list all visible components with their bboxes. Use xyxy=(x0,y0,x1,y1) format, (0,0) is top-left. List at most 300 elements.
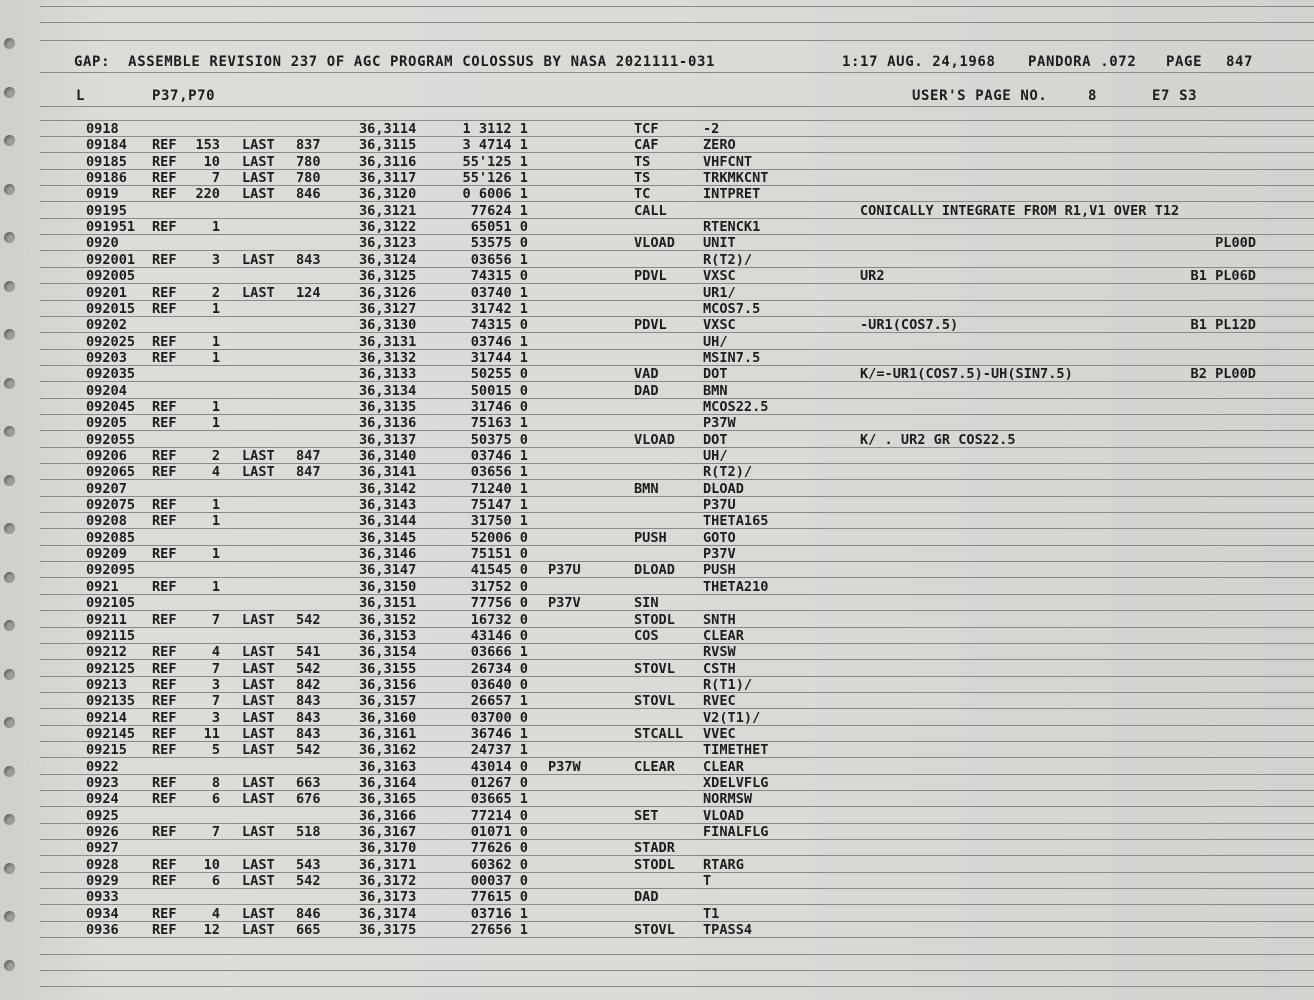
octal-code: 43014 0 xyxy=(470,758,528,775)
ref-count: 7 xyxy=(211,170,220,187)
feed-hole xyxy=(4,960,15,971)
ref-label: REF xyxy=(152,676,177,693)
listing-row xyxy=(0,726,1314,742)
last-label: LAST xyxy=(242,693,275,710)
ref-label: REF xyxy=(152,546,177,563)
operand: DOT xyxy=(703,431,728,448)
ref-count: 3 xyxy=(211,676,220,693)
line-number: 092145 xyxy=(86,725,136,742)
listing-row xyxy=(0,808,1314,824)
section-tag: E7 S3 xyxy=(1152,88,1198,104)
memory-address: 36,3172 xyxy=(359,873,417,890)
operand: P37U xyxy=(703,497,736,514)
listing-row xyxy=(0,464,1314,480)
memory-address: 36,3173 xyxy=(359,889,417,906)
opcode: VLOAD xyxy=(634,235,675,252)
page-label: PAGE xyxy=(1166,54,1203,70)
ref-count: 11 xyxy=(203,725,220,742)
memory-address: 36,3136 xyxy=(359,415,417,432)
memory-address: 36,3165 xyxy=(359,791,417,808)
ref-label: REF xyxy=(152,824,177,841)
listing-row xyxy=(0,350,1314,366)
last-page: 780 xyxy=(296,153,321,170)
ref-label: REF xyxy=(152,415,177,432)
last-page: 663 xyxy=(296,775,321,791)
line-number: 092135 xyxy=(86,693,136,710)
last-page: 847 xyxy=(296,464,321,481)
operand: VLOAD xyxy=(703,807,744,824)
listing-row xyxy=(0,612,1314,628)
operand: P37W xyxy=(703,415,736,432)
last-page: 780 xyxy=(296,170,321,187)
line-number: 092025 xyxy=(86,333,136,350)
listing-row xyxy=(0,170,1314,186)
memory-address: 36,3147 xyxy=(359,562,417,579)
octal-code: 74315 0 xyxy=(470,268,528,285)
line-number: 0919 xyxy=(86,186,119,203)
listing-row xyxy=(0,334,1314,350)
octal-code: 55'126 1 xyxy=(462,170,528,187)
opcode: DAD xyxy=(634,889,659,906)
ref-label: REF xyxy=(152,873,177,890)
ref-label: REF xyxy=(152,398,177,415)
listing-row xyxy=(0,661,1314,677)
line-number: 09215 xyxy=(86,742,127,759)
ref-count: 3 xyxy=(211,709,220,726)
octal-code: 03716 1 xyxy=(470,905,528,922)
line-number: 092015 xyxy=(86,300,136,317)
memory-address: 36,3161 xyxy=(359,725,417,742)
opcode: VAD xyxy=(634,366,659,383)
octal-code: 01267 0 xyxy=(470,775,528,791)
line-number: 0926 xyxy=(86,824,119,841)
last-page: 542 xyxy=(296,742,321,759)
line-number: 0929 xyxy=(86,873,119,890)
line-number: 091951 xyxy=(86,219,136,236)
ruled-line xyxy=(40,986,1314,987)
listing-row xyxy=(0,121,1314,137)
line-number: 09204 xyxy=(86,382,127,399)
memory-address: 36,3163 xyxy=(359,758,417,775)
listing-title: GAP: ASSEMBLE REVISION 237 OF AGC PROGRAM COLOSSUS BY NASA 2021111-031 xyxy=(74,54,716,70)
operand: VHFCNT xyxy=(703,153,753,170)
octal-code: 26734 0 xyxy=(470,660,528,677)
memory-address: 36,3132 xyxy=(359,349,417,366)
memory-address: 36,3133 xyxy=(359,366,417,383)
opcode: TCF xyxy=(634,121,659,137)
operand: T1 xyxy=(703,905,720,922)
ref-label: REF xyxy=(152,448,177,464)
octal-code: 27656 1 xyxy=(470,922,528,939)
users-page-label: USER'S PAGE NO. xyxy=(912,88,1048,104)
operand: RTENCK1 xyxy=(703,219,761,236)
memory-address: 36,3114 xyxy=(359,121,417,137)
octal-code: 26657 1 xyxy=(470,693,528,710)
operand: THETA210 xyxy=(703,578,769,595)
memory-address: 36,3164 xyxy=(359,775,417,791)
last-label: LAST xyxy=(242,725,275,742)
operand: T xyxy=(703,873,712,890)
memory-address: 36,3152 xyxy=(359,611,417,628)
last-page: 543 xyxy=(296,856,321,873)
octal-code: 71240 1 xyxy=(470,480,528,497)
last-page: 665 xyxy=(296,922,321,939)
operand: CLEAR xyxy=(703,758,744,775)
last-label: LAST xyxy=(242,186,275,203)
operand: VXSC xyxy=(703,317,736,334)
operand: UH/ xyxy=(703,333,728,350)
memory-address: 36,3123 xyxy=(359,235,417,252)
operand: MSIN7.5 xyxy=(703,349,761,366)
listing-row xyxy=(0,448,1314,464)
listing-row xyxy=(0,383,1314,399)
line-number: 09208 xyxy=(86,513,127,530)
ref-count: 8 xyxy=(211,775,220,791)
opcode: CLEAR xyxy=(634,758,675,775)
ref-label: REF xyxy=(152,775,177,791)
last-page: 846 xyxy=(296,186,321,203)
octal-code: 03640 0 xyxy=(470,676,528,693)
octal-code: 50255 0 xyxy=(470,366,528,383)
operand: ZERO xyxy=(703,137,736,154)
octal-code: 03746 1 xyxy=(470,448,528,464)
listing-row xyxy=(0,759,1314,775)
line-number: 0918 xyxy=(86,121,119,137)
register-note: B2 PL00D xyxy=(1190,366,1256,383)
memory-address: 36,3171 xyxy=(359,856,417,873)
opcode: TC xyxy=(634,186,651,203)
ref-label: REF xyxy=(152,742,177,759)
feed-hole xyxy=(4,87,15,98)
memory-address: 36,3131 xyxy=(359,333,417,350)
listing-row xyxy=(0,203,1314,219)
ref-count: 4 xyxy=(211,905,220,922)
line-number: 0923 xyxy=(86,775,119,791)
feed-hole xyxy=(4,38,15,49)
ref-count: 220 xyxy=(195,186,220,203)
last-label: LAST xyxy=(242,775,275,791)
memory-address: 36,3134 xyxy=(359,382,417,399)
octal-code: 75163 1 xyxy=(470,415,528,432)
listing-row xyxy=(0,579,1314,595)
operand: XDELVFLG xyxy=(703,775,769,791)
operand: THETA165 xyxy=(703,513,769,530)
octal-code: 50015 0 xyxy=(470,382,528,399)
listing-row xyxy=(0,235,1314,251)
memory-address: 36,3124 xyxy=(359,251,417,268)
line-number: 0925 xyxy=(86,807,119,824)
ref-count: 2 xyxy=(211,448,220,464)
ruled-line xyxy=(40,954,1314,955)
ref-label: REF xyxy=(152,219,177,236)
ruled-line xyxy=(40,106,1314,107)
operand: INTPRET xyxy=(703,186,761,203)
octal-code: 60362 0 xyxy=(470,856,528,873)
listing-row xyxy=(0,432,1314,448)
opcode: SIN xyxy=(634,595,659,612)
operand: V2(T1)/ xyxy=(703,709,761,726)
line-number: 09202 xyxy=(86,317,127,334)
octal-code: 03700 0 xyxy=(470,709,528,726)
octal-code: 36746 1 xyxy=(470,725,528,742)
ref-count: 12 xyxy=(203,922,220,939)
last-label: LAST xyxy=(242,284,275,301)
ref-label: REF xyxy=(152,464,177,481)
memory-address: 36,3142 xyxy=(359,480,417,497)
ref-label: REF xyxy=(152,349,177,366)
opcode: SET xyxy=(634,807,659,824)
ruled-line xyxy=(40,40,1314,41)
octal-code: 31746 0 xyxy=(470,398,528,415)
memory-address: 36,3120 xyxy=(359,186,417,203)
octal-code: 55'125 1 xyxy=(462,153,528,170)
listing-row xyxy=(0,677,1314,693)
last-label: LAST xyxy=(242,137,275,154)
last-label: LAST xyxy=(242,905,275,922)
program-name: P37,P70 xyxy=(152,88,216,104)
listing-row xyxy=(0,873,1314,889)
opcode: DAD xyxy=(634,382,659,399)
line-number: 092115 xyxy=(86,627,136,644)
line-number: 0920 xyxy=(86,235,119,252)
ref-label: REF xyxy=(152,186,177,203)
listing-row xyxy=(0,562,1314,578)
opcode: PDVL xyxy=(634,268,667,285)
operand: BMN xyxy=(703,382,728,399)
statement-label: P37W xyxy=(548,758,581,775)
ref-count: 1 xyxy=(211,349,220,366)
ref-count: 7 xyxy=(211,660,220,677)
operand: GOTO xyxy=(703,529,736,546)
ref-count: 6 xyxy=(211,791,220,808)
operand: CLEAR xyxy=(703,627,744,644)
opcode: TS xyxy=(634,153,651,170)
line-number: 09206 xyxy=(86,448,127,464)
last-page: 542 xyxy=(296,660,321,677)
listing-row xyxy=(0,595,1314,611)
last-label: LAST xyxy=(242,464,275,481)
operand: R(T1)/ xyxy=(703,676,753,693)
ref-count: 7 xyxy=(211,611,220,628)
line-number: 09211 xyxy=(86,611,127,628)
ref-label: REF xyxy=(152,791,177,808)
operand: R(T2)/ xyxy=(703,251,753,268)
line-number: 092105 xyxy=(86,595,136,612)
octal-code: 31752 0 xyxy=(470,578,528,595)
operand: P37V xyxy=(703,546,736,563)
memory-address: 36,3130 xyxy=(359,317,417,334)
line-number: 09201 xyxy=(86,284,127,301)
octal-code: 1 3112 1 xyxy=(462,121,528,137)
octal-code: 16732 0 xyxy=(470,611,528,628)
operand: -2 xyxy=(703,121,720,137)
ref-label: REF xyxy=(152,709,177,726)
last-label: LAST xyxy=(242,153,275,170)
memory-address: 36,3122 xyxy=(359,219,417,236)
last-label: LAST xyxy=(242,824,275,841)
operand: FINALFLG xyxy=(703,824,769,841)
listing-row xyxy=(0,137,1314,153)
ref-count: 4 xyxy=(211,644,220,661)
operand: RTARG xyxy=(703,856,744,873)
line-number: 09205 xyxy=(86,415,127,432)
listing-row xyxy=(0,481,1314,497)
memory-address: 36,3141 xyxy=(359,464,417,481)
octal-code: 75151 0 xyxy=(470,546,528,563)
line-number: 092055 xyxy=(86,431,136,448)
ref-label: REF xyxy=(152,284,177,301)
octal-code: 41545 0 xyxy=(470,562,528,579)
last-label: LAST xyxy=(242,742,275,759)
ruled-line xyxy=(40,22,1314,23)
memory-address: 36,3162 xyxy=(359,742,417,759)
last-page: 843 xyxy=(296,725,321,742)
memory-address: 36,3115 xyxy=(359,137,417,154)
last-page: 676 xyxy=(296,791,321,808)
last-label: LAST xyxy=(242,791,275,808)
operand: MCOS22.5 xyxy=(703,398,769,415)
ref-count: 1 xyxy=(211,219,220,236)
ref-count: 7 xyxy=(211,824,220,841)
octal-code: 31750 1 xyxy=(470,513,528,530)
line-number: 092005 xyxy=(86,268,136,285)
comment: K/=-UR1(COS7.5)-UH(SIN7.5) xyxy=(860,366,1073,383)
listing-row xyxy=(0,922,1314,938)
operand: NORMSW xyxy=(703,791,753,808)
ref-count: 1 xyxy=(211,546,220,563)
listing-row xyxy=(0,513,1314,529)
page-number: 847 xyxy=(1226,54,1254,70)
opcode: STCALL xyxy=(634,725,684,742)
memory-address: 36,3156 xyxy=(359,676,417,693)
memory-address: 36,3155 xyxy=(359,660,417,677)
listing-row xyxy=(0,252,1314,268)
line-number: 092045 xyxy=(86,398,136,415)
last-label: LAST xyxy=(242,660,275,677)
operand: MCOS7.5 xyxy=(703,300,761,317)
line-number: 0928 xyxy=(86,856,119,873)
register-note: B1 PL06D xyxy=(1190,268,1256,285)
memory-address: 36,3135 xyxy=(359,398,417,415)
opcode: PUSH xyxy=(634,529,667,546)
listing-row xyxy=(0,742,1314,758)
listing-row xyxy=(0,791,1314,807)
line-number: 0933 xyxy=(86,889,119,906)
operand: SNTH xyxy=(703,611,736,628)
ref-label: REF xyxy=(152,578,177,595)
memory-address: 36,3140 xyxy=(359,448,417,464)
operand: PUSH xyxy=(703,562,736,579)
octal-code: 77615 0 xyxy=(470,889,528,906)
octal-code: 01071 0 xyxy=(470,824,528,841)
memory-address: 36,3127 xyxy=(359,300,417,317)
line-number: 092001 xyxy=(86,251,136,268)
ref-count: 1 xyxy=(211,513,220,530)
octal-code: 43146 0 xyxy=(470,627,528,644)
memory-address: 36,3125 xyxy=(359,268,417,285)
ref-count: 5 xyxy=(211,742,220,759)
ruled-line xyxy=(40,970,1314,971)
line-number: 0936 xyxy=(86,922,119,939)
statement-label: P37U xyxy=(548,562,581,579)
memory-address: 36,3166 xyxy=(359,807,417,824)
opcode: PDVL xyxy=(634,317,667,334)
listing-row xyxy=(0,154,1314,170)
ref-count: 7 xyxy=(211,693,220,710)
opcode: STOVL xyxy=(634,922,675,939)
ref-label: REF xyxy=(152,693,177,710)
last-page: 542 xyxy=(296,873,321,890)
ruled-line xyxy=(40,72,1314,73)
last-label: LAST xyxy=(242,170,275,187)
print-site: PANDORA .072 xyxy=(1028,54,1137,70)
ref-count: 1 xyxy=(211,398,220,415)
line-number: 0921 xyxy=(86,578,119,595)
listing-row xyxy=(0,693,1314,709)
memory-address: 36,3144 xyxy=(359,513,417,530)
operand: UR1/ xyxy=(703,284,736,301)
opcode: BMN xyxy=(634,480,659,497)
ref-count: 1 xyxy=(211,497,220,514)
listing-row xyxy=(0,186,1314,202)
ref-label: REF xyxy=(152,153,177,170)
last-label: LAST xyxy=(242,611,275,628)
line-number: 092065 xyxy=(86,464,136,481)
opcode: STODL xyxy=(634,611,675,628)
ref-label: REF xyxy=(152,725,177,742)
memory-address: 36,3154 xyxy=(359,644,417,661)
listing-row xyxy=(0,775,1314,791)
ref-count: 2 xyxy=(211,284,220,301)
line-number: 09195 xyxy=(86,202,127,219)
opcode: CALL xyxy=(634,202,667,219)
octal-code: 52006 0 xyxy=(470,529,528,546)
ref-count: 3 xyxy=(211,251,220,268)
operand: CSTH xyxy=(703,660,736,677)
line-number: 092095 xyxy=(86,562,136,579)
line-number: 09186 xyxy=(86,170,127,187)
ref-count: 153 xyxy=(195,137,220,154)
octal-code: 00037 0 xyxy=(470,873,528,890)
last-page: 843 xyxy=(296,693,321,710)
listing-row xyxy=(0,301,1314,317)
line-number: 09207 xyxy=(86,480,127,497)
octal-code: 77756 0 xyxy=(470,595,528,612)
memory-address: 36,3151 xyxy=(359,595,417,612)
octal-code: 24737 1 xyxy=(470,742,528,759)
listing-row xyxy=(0,710,1314,726)
last-label: LAST xyxy=(242,676,275,693)
memory-address: 36,3116 xyxy=(359,153,417,170)
operand: VXSC xyxy=(703,268,736,285)
ref-label: REF xyxy=(152,333,177,350)
comment: UR2 xyxy=(860,268,885,285)
ref-label: REF xyxy=(152,856,177,873)
ref-label: REF xyxy=(152,137,177,154)
line-number: 09214 xyxy=(86,709,127,726)
memory-address: 36,3146 xyxy=(359,546,417,563)
octal-code: 75147 1 xyxy=(470,497,528,514)
listing-row xyxy=(0,889,1314,905)
last-page: 518 xyxy=(296,824,321,841)
last-page: 843 xyxy=(296,251,321,268)
octal-code: 0 6006 1 xyxy=(462,186,528,203)
line-number: 0924 xyxy=(86,791,119,808)
octal-code: 03666 1 xyxy=(470,644,528,661)
memory-address: 36,3145 xyxy=(359,529,417,546)
opcode: VLOAD xyxy=(634,431,675,448)
last-label: LAST xyxy=(242,709,275,726)
